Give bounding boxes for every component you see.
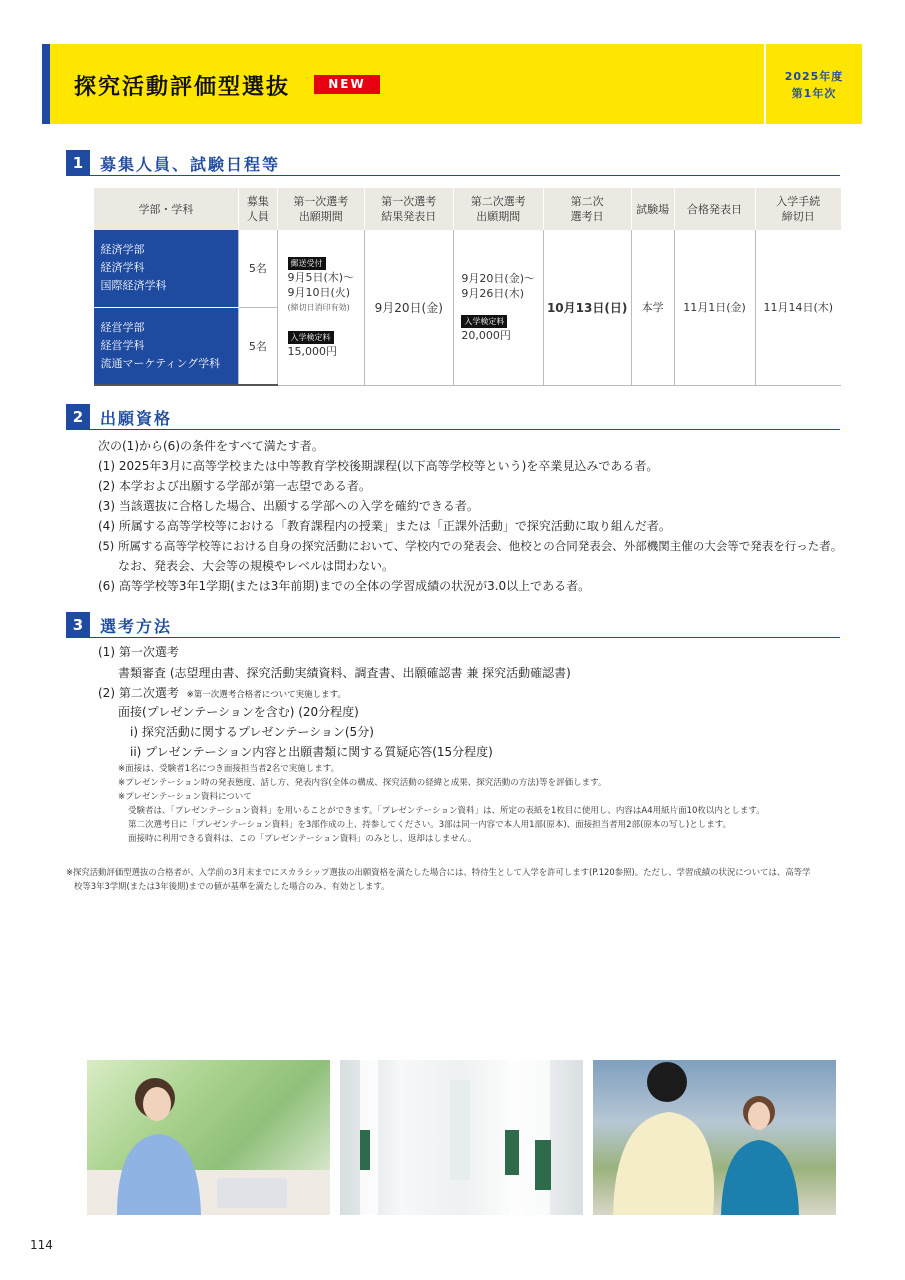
eligibility-item: (4) 所属する高等学校等における「教育課程内の授業」または「正課外活動」で探究活動に取り組んだ者。 (98, 519, 671, 533)
interview-part-i: i) 探究活動に関するプレゼンテーション(5分) (130, 725, 374, 739)
header-enroll: 入学手続 締切日 (755, 188, 841, 230)
pass-cell: 11月1日(金) (674, 230, 755, 385)
section-number: 3 (66, 612, 90, 638)
header-second-exam: 第二次 選考日 (543, 188, 631, 230)
fee-tag: 入学検定料 (461, 315, 507, 328)
second-selection-note: ※第一次選考合格者について実施します。 (186, 690, 346, 700)
footnote-line: 校等3年3学期(または3年後期)までの値が基準を満たした場合のみ、有効とします。 (74, 881, 390, 891)
interview-text: 面接(プレゼンテーションを含む) (20分程度) (118, 705, 359, 719)
venue-cell: 本学 (631, 230, 674, 385)
second-exam-cell: 10月13日(日) (543, 230, 631, 385)
header-second-application: 第二次選考 出願期間 (453, 188, 543, 230)
header-banner (42, 44, 862, 124)
eligibility-item: (3) 当該選抜に合格した場合、出願する学部への入学を確約できる者。 (98, 499, 479, 513)
eligibility-item: (5) 所属する高等学校等における自身の探究活動において、学校内での発表会、他校との合同発表会、外部機関主催の大会等で発表を行った者。 (98, 539, 843, 553)
enroll-cell: 11月14日(木) (755, 230, 841, 385)
section-heading-3 (66, 612, 840, 638)
first-application-cell: 郵送受付 9月5日(木)～ 9月10日(火) (締切日消印有効) 入学検定料 15,000円 (277, 230, 364, 385)
table-row (94, 230, 842, 307)
interview-part-ii: ii) プレゼンテーション内容と出願書類に関する質疑応答(15分程度) (130, 745, 493, 759)
header-pass: 合格発表日 (674, 188, 755, 230)
hallway-illustration (340, 1060, 583, 1215)
schedule-table (93, 188, 841, 386)
mail-tag: 郵送受付 (288, 257, 326, 270)
second-application-cell: 9月20日(金)～ 9月26日(木) 入学検定料 20,000円 (453, 230, 543, 385)
header-first-application: 第一次選考 出願期間 (277, 188, 364, 230)
selection-note: ※面接は、受験者1名につき面接担当者2名で実施します。 (118, 764, 340, 774)
section-heading-2 (66, 404, 840, 430)
page-number: 114 (30, 1238, 53, 1252)
year-text: 2025年度 (784, 70, 844, 83)
dept-cell: 経済学部 経済学科 国際経済学科 (94, 230, 239, 307)
eligibility-item: (6) 高等学校等3年1学期(または3年前期)までの全体の学習成績の状況が3.0以上である者。 (98, 579, 591, 593)
hallway-photo (340, 1060, 583, 1215)
capacity-cell: 5名 (238, 230, 277, 307)
header-first-result: 第一次選考 結果発表日 (364, 188, 453, 230)
students-talking-photo (593, 1060, 836, 1215)
section-title: 選考方法 (100, 617, 173, 636)
selection-note: ※プレゼンテーション資料について (118, 792, 252, 802)
students-talking-illustration (593, 1060, 836, 1215)
section-number: 1 (66, 150, 90, 176)
header-venue: 試験場 (631, 188, 674, 230)
student-laptop-photo (87, 1060, 330, 1215)
first-selection-body: 書類審査 (志望理由書、探究活動実績資料、調査書、出願確認書 兼 探究活動確認書) (118, 666, 571, 680)
term-text: 第1年次 (791, 87, 837, 100)
first-selection-title: (1) 第一次選考 (98, 645, 179, 659)
eligibility-intro: 次の(1)から(6)の条件をすべて満たす者。 (98, 439, 324, 453)
student-laptop-illustration (87, 1060, 330, 1215)
banner-accent-bar (42, 44, 50, 124)
selection-note: 面接時に利用できる資料は、この「プレゼンテーション資料」のみとし、返却はしません。 (128, 834, 477, 844)
eligibility-item-cont: なお、発表会、大会等の規模やレベルは問わない。 (118, 559, 395, 573)
capacity-cell: 5名 (238, 307, 277, 385)
second-selection-title: (2) 第二次選考 ※第一次選考合格者について実施します。 (98, 686, 346, 700)
table-header-row (94, 188, 842, 230)
selection-note: 第二次選考日に「プレゼンテーション資料」を3部作成の上、持参してください。3部は同一内容で本人用1部(原本)、面接担当者用2部(原本の写し)とします。 (128, 820, 732, 830)
selection-note: ※プレゼンテーション時の発表態度、話し方、発表内容(全体の構成、探究活動の経緯と成果、探究活動の方法)等を評価します。 (118, 778, 607, 788)
selection-note: 受験者は、「プレゼンテーション資料」を用いることができます。「プレゼンテーション資料」は、所定の表紙を1枚目に使用し、内容はA4用紙片面10枚以内とします。 (128, 806, 765, 816)
fee-tag: 入学検定料 (288, 331, 334, 344)
page-title: 探究活動評価型選抜 (74, 75, 291, 100)
eligibility-item: (2) 本学および出願する学部が第一志望である者。 (98, 479, 371, 493)
year-label (766, 68, 862, 102)
header-capacity: 募集 人員 (238, 188, 277, 230)
section-number: 2 (66, 404, 90, 430)
header-dept: 学部・学科 (94, 188, 239, 230)
section-title: 募集人員、試験日程等 (100, 155, 281, 174)
first-result-cell: 9月20日(金) (364, 230, 453, 385)
footnote-line: ※探究活動評価型選抜の合格者が、入学前の3月末までにスカラシップ選抜の出願資格を満たした場合には、特待生として入学を許可します(P.120参照)。ただし、学習成績の状況については、高等学 (66, 867, 811, 877)
section-title: 出願資格 (100, 409, 173, 428)
dept-cell: 経営学部 経営学科 流通マーケティング学科 (94, 307, 239, 385)
eligibility-item: (1) 2025年3月に高等学校または中等教育学校後期課程(以下高等学校等という)を卒業見込みである者。 (98, 459, 659, 473)
section-heading-1 (66, 150, 840, 176)
new-badge: NEW (314, 75, 380, 94)
